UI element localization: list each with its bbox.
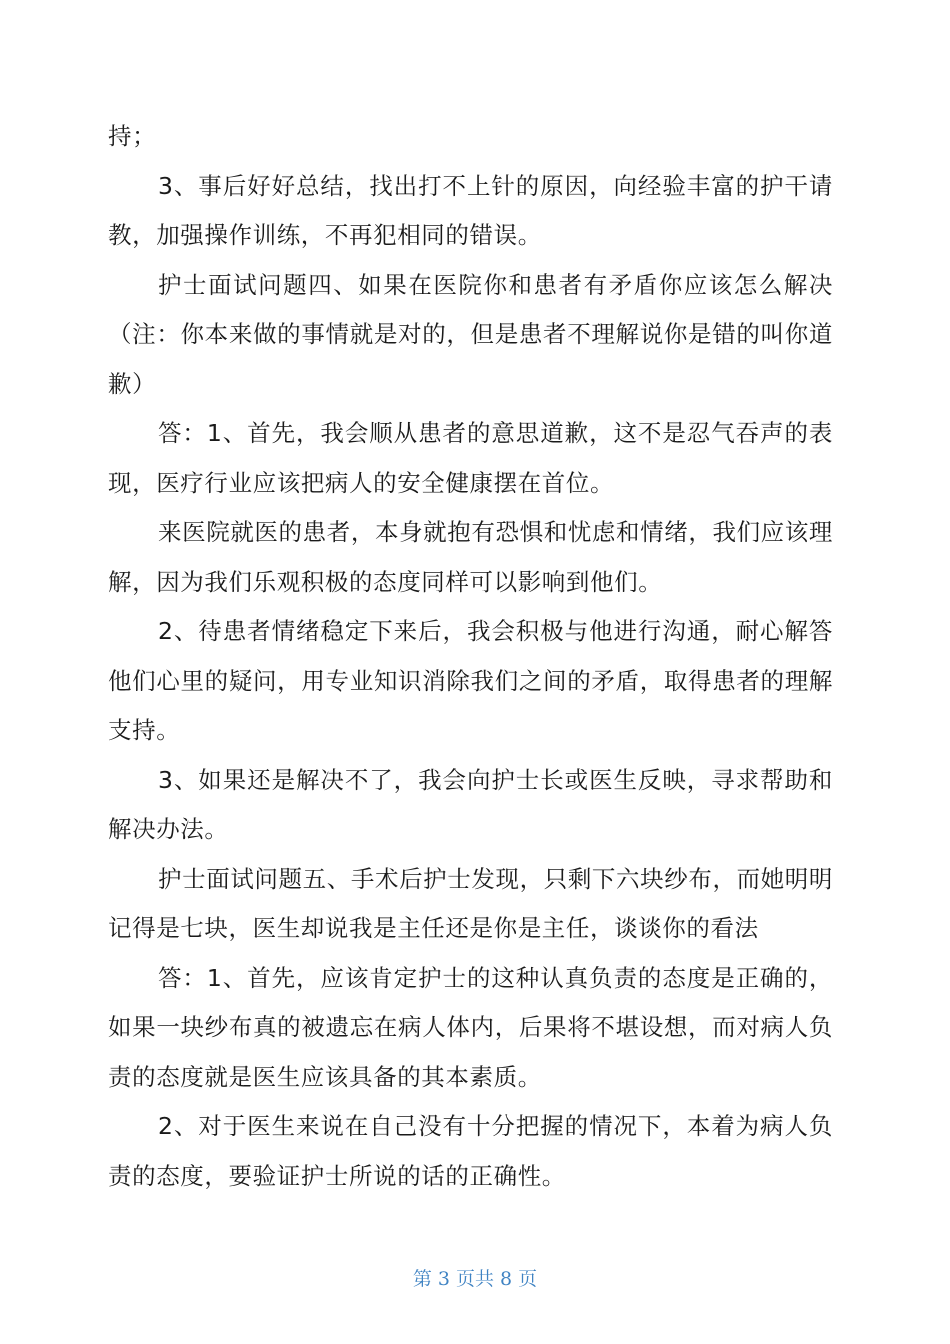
paragraph: 来医院就医的患者，本身就抱有恐惧和忧虑和情绪，我们应该理解，因为我们乐观积极的态度同样可以影响到他们。 — [108, 518, 833, 596]
paragraph-continuation: 持； — [108, 122, 157, 150]
paragraph: 3、事后好好总结，找出打不上针的原因，向经验丰富的护干请教，加强操作训练，不再犯相同的错误。 — [108, 171, 833, 249]
paragraph: 2、对于医生来说在自己没有十分把握的情况下，本着为病人负责的态度，要验证护士所说的话的正确性。 — [108, 1112, 833, 1190]
page-number-footer: 第 3 页共 8 页 — [412, 1268, 538, 1290]
paragraph-question-heading: 护士面试问题五、手术后护士发现，只剩下六块纱布，而她明明记得是七块，医生却说我是主任还是你是主任，谈谈你的看法 — [108, 864, 833, 942]
paragraph-answer: 答：1、首先，我会顺从患者的意思道歉，这不是忍气吞声的表现，医疗行业应该把病人的安全健康摆在首位。 — [108, 419, 833, 497]
paragraph: 2、待患者情绪稳定下来后，我会积极与他进行沟通，耐心解答他们心里的疑问，用专业知识消除我们之间的矛盾，取得患者的理解支持。 — [108, 617, 833, 744]
paragraph-answer: 答：1、首先，应该肯定护士的这种认真负责的态度是正确的，如果一块纱布真的被遗忘在病人体内，后果将不堪设想，而对病人负责的态度就是医生应该具备的其本素质。 — [108, 963, 833, 1091]
paragraph: 3、如果还是解决不了，我会向护士长或医生反映，寻求帮助和解决办法。 — [108, 765, 833, 843]
document-body — [108, 112, 833, 1201]
paragraph-question-heading: 护士面试问题四、如果在医院你和患者有矛盾你应该怎么解决（注：你本来做的事情就是对的，但是患者不理解说你是错的叫你道歉） — [108, 270, 833, 398]
